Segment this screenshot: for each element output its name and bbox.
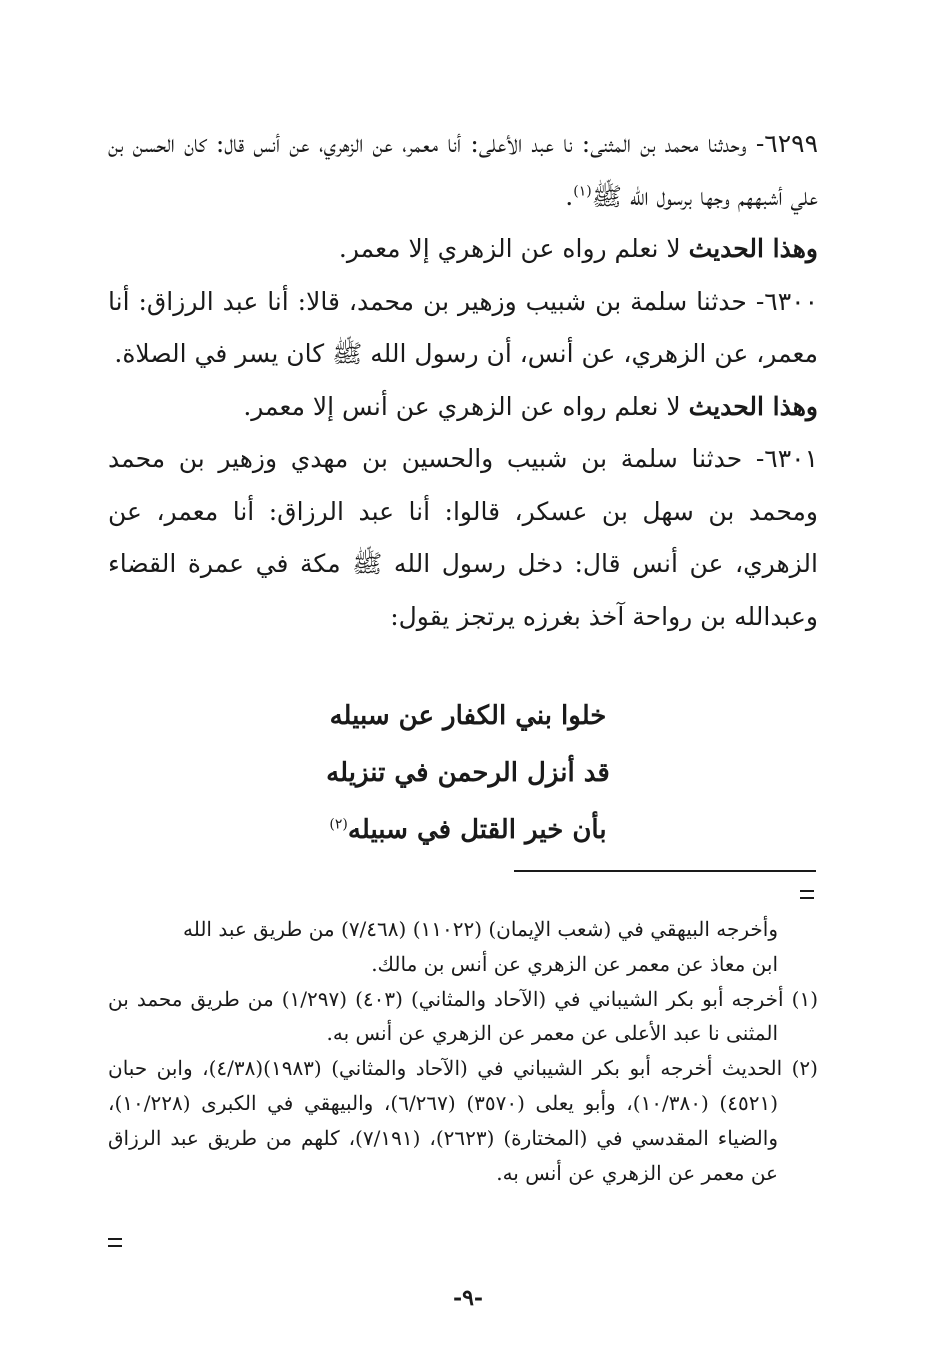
poem-line-3-text: بأن خير القتل في سبيله bbox=[347, 815, 607, 845]
hadith-6299-end: . bbox=[565, 181, 574, 211]
footnote-continued-line-1: وأخرجه البيهقي في (شعب الإيمان) (١١٠٢٢) (٧/٤٦٨) من طريق عبد الله bbox=[182, 917, 778, 941]
footnote-separator bbox=[514, 870, 816, 872]
poem-block bbox=[0, 688, 936, 859]
hadith-6301: ٦٣٠١- حدثنا سلمة بن شبيب والحسين بن مهدي وزهير بن محمد ومحمد بن سهل بن عسكر، قالوا: أنا عبد الرزاق: أنا معمر، عن الزهري، عن أنس قال: دخل رسول الله ﷺ مكة في عمرة القضاء وعبدالله بن رواحة آخذ بغرزه يرتجز يقول: bbox=[108, 444, 818, 631]
main-text-block bbox=[108, 118, 818, 643]
comment-6299-rest: لا نعلم رواه عن الزهري إلا معمر. bbox=[338, 234, 689, 263]
poem-line-3 bbox=[0, 802, 936, 859]
footnote-ref-1: (١) bbox=[573, 183, 592, 200]
continuation-mark-bottom bbox=[108, 1238, 122, 1247]
comment-6299-lead: وهذا الحديث bbox=[688, 234, 818, 263]
hadith-6299 bbox=[108, 118, 818, 223]
continuation-mark-top bbox=[800, 890, 814, 899]
footnote-continued-line-2: ابن معاذ عن معمر عن الزهري عن أنس بن مالك. bbox=[371, 951, 778, 976]
footnote-1: (١) أخرجه أبو بكر الشيباني في (الآحاد والمثاني) (٤٠٣) (١/٢٩٧) من طريق محمد بن المثنى نا عبد الأعلى عن معمر عن الزهري عن أنس به. bbox=[108, 986, 818, 1046]
footnotes-block bbox=[108, 912, 818, 1190]
comment-6300 bbox=[108, 381, 818, 434]
footnote-2: (٢) الحديث أخرجه أبو بكر الشيباني في (الآحاد والمثاني) (١٩٨٣)(٤/٣٨)، وابن حبان (٤٥٢١) (١٠/٣٨٠)، وأبو يعلى (٣٥٧٠) (٦/٢٦٧)، والبيهقي في الكبرى (١٠/٢٢٨)، والضياء المقدسي في (المختارة) (٢٦٢٣)، (٧/١٩١)، كلهم من طريق عبد الرزاق عن معمر عن الزهري عن أنس به. bbox=[108, 1056, 818, 1185]
hadith-6300: ٦٣٠٠- حدثنا سلمة بن شبيب وزهير بن محمد، قالا: أنا عبد الرزاق: أنا معمر، عن الزهري، عن أنس، أن رسول الله ﷺ كان يسر في الصلاة. bbox=[108, 286, 818, 368]
comment-6300-lead: وهذا الحديث bbox=[688, 391, 818, 421]
poem-line-1: خلوا بني الكفار عن سبيله bbox=[329, 701, 607, 731]
page-number: -٩- bbox=[452, 1285, 484, 1311]
comment-6299 bbox=[108, 223, 818, 276]
poem-line-2: قد أنزل الرحمن في تنزيله bbox=[326, 758, 610, 788]
footnote-ref-2: (٢) bbox=[329, 816, 348, 833]
comment-6300-rest: لا نعلم رواه عن الزهري عن أنس إلا معمر. bbox=[243, 391, 689, 421]
hadith-6299-text: ٦٢٩٩- وحدثنا محمد بن المثنى: نا عبد الأعلى: أنا معمر، عن الزهري، عن أنس قال: كان الحسن بن علي أشبههم وجها برسول الله ﷺ bbox=[108, 129, 818, 211]
